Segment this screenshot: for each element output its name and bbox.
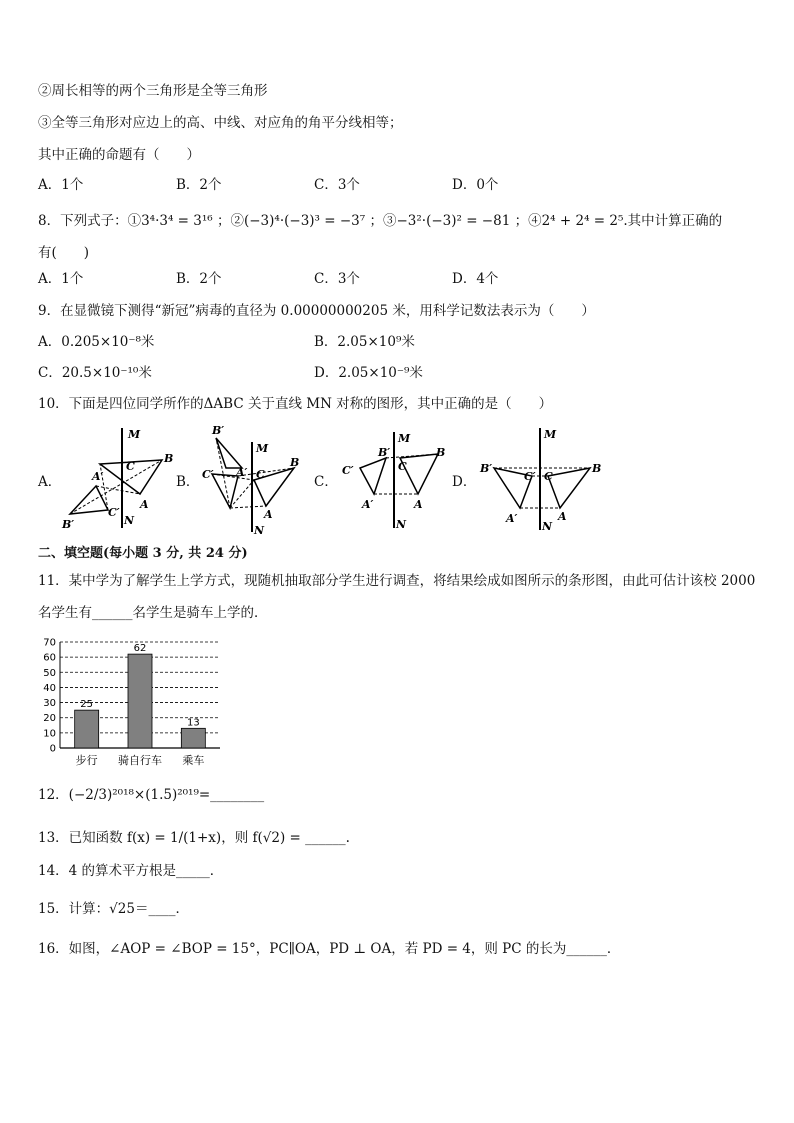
q10-figure-a [60, 424, 180, 534]
q10-figure-c [340, 428, 460, 532]
label-N: N [396, 518, 407, 531]
q8-stem-cont: 有( ) [38, 245, 90, 261]
y-tick-label: 30 [43, 698, 56, 710]
bar-chart [34, 632, 234, 772]
bar-value-label: 62 [133, 643, 147, 655]
chart-y-ticks [43, 638, 56, 755]
category-label: 骑自行车 [118, 754, 162, 767]
q10-option-b: B． [176, 474, 200, 490]
label-B: B [164, 452, 174, 465]
q8-option-b: B．2个 [176, 271, 222, 287]
q10-option-d: D． [452, 474, 477, 490]
q16: 16．如图，∠AOP = ∠BOP = 15°，PC∥OA，PD ⊥ OA，若 PD = 4，则 PC 的长为______． [38, 941, 621, 957]
q8-option-c: C．3个 [314, 271, 360, 287]
label-M: M [544, 428, 557, 441]
y-tick-label: 50 [43, 667, 56, 679]
label-C1: C′ [108, 506, 120, 519]
q8-stem: 8．下列式子：①3⁴·3⁴ = 3¹⁶ ；②(−3)⁴·(−3)³ = −3⁷ ；③−3²·(−3)² = −81 ；④2⁴ + 2⁴ = 2⁵.其中计算正确的 [38, 213, 723, 229]
q10-option-c: C． [314, 474, 338, 490]
q12: 12．(−2/3)²⁰¹⁸×(1.5)²⁰¹⁹=________ [38, 787, 265, 803]
q7-option-a: A．1个 [38, 177, 84, 193]
category-label: 乘车 [182, 754, 205, 767]
label-C1: C′ [524, 470, 536, 483]
q13: 13．已知函数 f(x) = 1/(1+x)，则 f(√2) = ______. [38, 830, 350, 846]
q7-option-b: B．2个 [176, 177, 222, 193]
label-A: A [140, 498, 149, 511]
q9-option-a: A．0.205×10⁻⁸米 [38, 334, 155, 350]
q9-stem: 9．在显微镜下测得“新冠”病毒的直径为 0.00000000205 米，用科学记数法表示为（ ） [38, 303, 595, 319]
q10-figure-d [478, 424, 618, 534]
q7-option-c: C．3个 [314, 177, 360, 193]
label-M: M [128, 428, 141, 441]
label-C: C [544, 470, 553, 483]
bar [181, 728, 205, 748]
label-B1: B′ [480, 462, 493, 475]
label-C: C [398, 460, 407, 473]
label-A1: A′ [92, 470, 104, 483]
label-B: B [436, 446, 446, 459]
label-B1: B′ [378, 446, 391, 459]
q11-stem: 11．某中学为了解学生上学方式，现随机抽取部分学生进行调查，将结果绘成如图所示的条形图，由此可估计该校 2000 [38, 573, 756, 589]
q15: 15．计算：√25＝____． [38, 901, 189, 917]
y-tick-label: 20 [43, 713, 56, 725]
section-title: 二、填空题(每小题 3 分, 共 24 分) [38, 546, 248, 561]
label-B1: B′ [62, 518, 75, 531]
label-N: N [254, 524, 265, 536]
label-B1: B′ [212, 424, 225, 437]
q8-option-d: D．4个 [452, 271, 499, 287]
y-tick-label: 40 [43, 682, 56, 694]
q11-stem-cont: 名学生有______名学生是骑车上学的． [38, 605, 268, 621]
q7-option-d: D．0个 [452, 177, 499, 193]
label-N: N [124, 514, 135, 527]
bar [128, 654, 152, 748]
q10-option-a: A． [38, 474, 62, 490]
y-tick-label: 0 [49, 743, 56, 755]
y-tick-label: 60 [43, 652, 56, 664]
q10-figure-b [198, 424, 310, 536]
label-M: M [398, 432, 411, 445]
bar-value-label: 25 [80, 699, 94, 711]
q8-option-a: A．1个 [38, 271, 84, 287]
label-A: A [264, 508, 273, 521]
statement-2: ②周长相等的两个三角形是全等三角形 [38, 83, 268, 99]
bar-value-label: 13 [186, 717, 200, 729]
label-B: B [592, 462, 602, 475]
category-label: 步行 [75, 754, 98, 767]
statement-3: ③全等三角形对应边上的高、中线、对应角的角平分线相等； [38, 115, 403, 131]
chart-bars [75, 654, 206, 748]
label-A: A [558, 510, 567, 523]
label-A: A [414, 498, 423, 511]
q9-option-d: D．2.05×10⁻⁹米 [314, 365, 423, 381]
label-C1: C′ [342, 464, 354, 477]
y-tick-label: 70 [43, 637, 56, 649]
y-tick-label: 10 [43, 728, 56, 740]
label-A1: A′ [362, 498, 374, 511]
label-A1: A′ [236, 466, 248, 479]
q10-stem: 10．下面是四位同学所作的ΔABC 关于直线 MN 对称的图形，其中正确的是（ ） [38, 396, 553, 412]
label-M: M [256, 442, 269, 455]
label-C: C [256, 468, 265, 481]
q9-option-b: B．2.05×10⁹米 [314, 334, 415, 350]
label-A1: A′ [506, 512, 518, 525]
label-C1: C′ [202, 468, 214, 481]
label-N: N [542, 520, 553, 533]
q9-option-c: C．20.5×10⁻¹⁰米 [38, 365, 152, 381]
q7-stem: 其中正确的命题有（ ） [38, 147, 200, 163]
bar [75, 710, 99, 748]
q14: 14．4 的算术平方根是_____． [38, 863, 224, 879]
label-B: B [290, 456, 300, 469]
label-C: C [126, 460, 135, 473]
